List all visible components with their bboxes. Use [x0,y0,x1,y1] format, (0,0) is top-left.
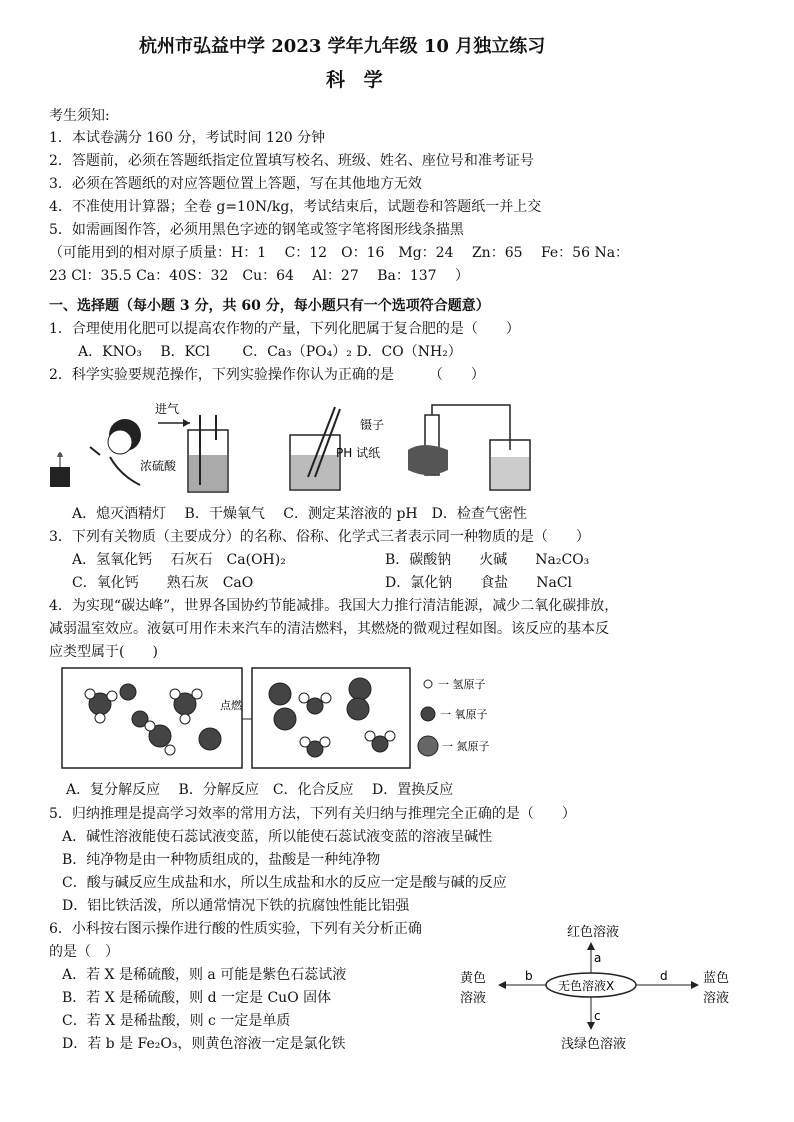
question-4-line: 4．为实现“碳达峰”，世界各国协约节能减排。我国大力推行清洁能源，减少二氧化碳排放， [49,598,619,614]
question-2-options: A．熄灭酒精灯 B．干燥氧气 C．测定某溶液的 pH D．检查气密性 [72,506,527,522]
arrow-d: d [660,969,668,983]
legend-n: 一 氮原子 [442,740,490,753]
question-3-option-b: B．碳酸钠 火碱 Na₂CO₃ [385,552,590,568]
notice-heading: 考生须知: [49,108,110,124]
notice-item: 4．不准使用计算器；全卷 g=10N/kg，考试结束后，试题卷和答题纸一并上交 [49,199,542,215]
notice-item: 3．必须在答题纸的对应答题位置上答题，写在其他地方无效 [49,176,422,192]
legend-o-icon [421,707,435,721]
question-6-line: 的是（ ） [49,944,119,960]
question-6-option-a: A．若 X 是稀硫酸，则 a 可能是紫色石蕊试液 [62,967,347,983]
question-4-options: A．复分解反应 B．分解反应 C．化合反应 D．置换反应 [66,782,454,798]
notice-item: 2．答题前，必须在答题纸指定位置填写校名、班级、姓名、座位号和准考证号 [49,153,534,169]
legend-h-icon [424,680,432,688]
question-5-option-b: B．纯净物是由一种物质组成的，盐酸是一种纯净物 [62,852,381,868]
top-label: 红色溶液 [567,925,620,940]
question-4-line: 应类型属于( ) [49,644,158,660]
notice-item: 1．本试卷满分 160 分，考试时间 120 分钟 [49,130,326,146]
section-heading: 一、选择题（每小题 3 分，共 60 分，每小题只有一个选项符合题意） [49,298,490,314]
question-6-option-b: B．若 X 是稀硫酸，则 d 一定是 CuO 固体 [62,990,332,1006]
arrow-c: c [594,1009,601,1023]
question-2-stem: 2．科学实验要规范操作，下列实验操作你认为正确的是 （ ） [49,367,485,383]
ignite-label: 点燃 [220,699,242,712]
question-3-option-d: D．氯化钠 食盐 NaCl [385,575,573,591]
arrow-b: b [525,969,533,983]
center-label: 无色溶液X [558,979,615,993]
gas-drying-bottle [140,401,228,492]
left-label-1: 黄色 [460,971,487,986]
right-label-2: 溶液 [703,991,730,1006]
question-6-line: 6．小科按右图示操作进行酸的性质实验，下列有关分析正确 [49,921,422,937]
ph-test-figure [290,407,384,490]
alcohol-lamp-figure [50,419,141,487]
question-1-options: A．KNO₃ B．KCl C．Ca₃（PO₄）₂ D．CO（NH₂） [78,344,462,360]
question-5-stem: 5．归纳推理是提高学习效率的常用方法，下列有关归纳与推理完全正确的是（ ） [49,806,576,822]
question-3-option-a: A．氢氧化钙 石灰石 Ca(OH)₂ [72,552,286,568]
legend-n-icon [418,736,438,756]
question-3-option-c: C．氧化钙 熟石灰 CaO [72,575,254,591]
gas-in-label: 进气 [155,402,180,416]
tweezers-label: 镊子 [360,418,385,432]
reaction-micro-figure [60,664,520,774]
atomic-mass-line: 23 Cl：35.5 Ca：40S：32 Cu：64 Al：27 Ba：137 ） [49,268,470,284]
question-5-option-a: A．碱性溶液能使石蕊试液变蓝，所以能使石蕊试液变蓝的溶液呈碱性 [62,829,493,845]
question-4-line: 减弱温室效应。液氨可用作未来汽车的清洁燃料，其燃烧的微观过程如图。该反应的基本反 [49,621,609,637]
question-5-option-c: C．酸与碱反应生成盐和水，所以生成盐和水的反应一定是酸与碱的反应 [62,875,507,891]
legend-h: 一 氢原子 [438,678,486,691]
question-6-option-d: D．若 b 是 Fe₂O₃，则黄色溶液一定是氯化铁 [62,1036,346,1052]
question-1-stem: 1．合理使用化肥可以提高农作物的产量，下列化肥属于复合肥的是（ ） [49,321,520,337]
notice-item: 5．如需画图作答，必须用黑色字迹的钢笔或签字笔将图形线条描黑 [49,222,464,238]
airtightness-figure [408,405,530,490]
reactants-box [62,668,242,768]
question-5-option-d: D．铝比铁活泼，所以通常情况下铁的抗腐蚀性能比铝强 [62,898,410,914]
subject-title: 科 学 [326,69,389,91]
page-title: 杭州市弘益中学 2023 学年九年级 10 月独立练习 [139,36,546,57]
atomic-mass-line: （可能用到的相对原子质量：H：1 C：12 O：16 Mg：24 Zn：65 Fe：56 Na： [49,245,630,261]
acid-properties-diagram [455,918,755,1058]
bottom-label: 浅绿色溶液 [561,1037,627,1052]
ph-paper-label: PH 试纸 [336,446,381,460]
lab-operations-figure [40,395,560,500]
acid-label: 浓硫酸 [140,459,177,473]
right-label-1: 蓝色 [703,971,730,986]
question-3-stem: 3．下列有关物质（主要成分）的名称、俗称、化学式三者表示同一种物质的是（ ） [49,529,590,545]
left-label-2: 溶液 [460,991,487,1006]
legend-o: 一 氧原子 [440,708,488,721]
arrow-a: a [594,951,602,965]
question-6-option-c: C．若 X 是稀盐酸，则 c 一定是单质 [62,1013,291,1029]
